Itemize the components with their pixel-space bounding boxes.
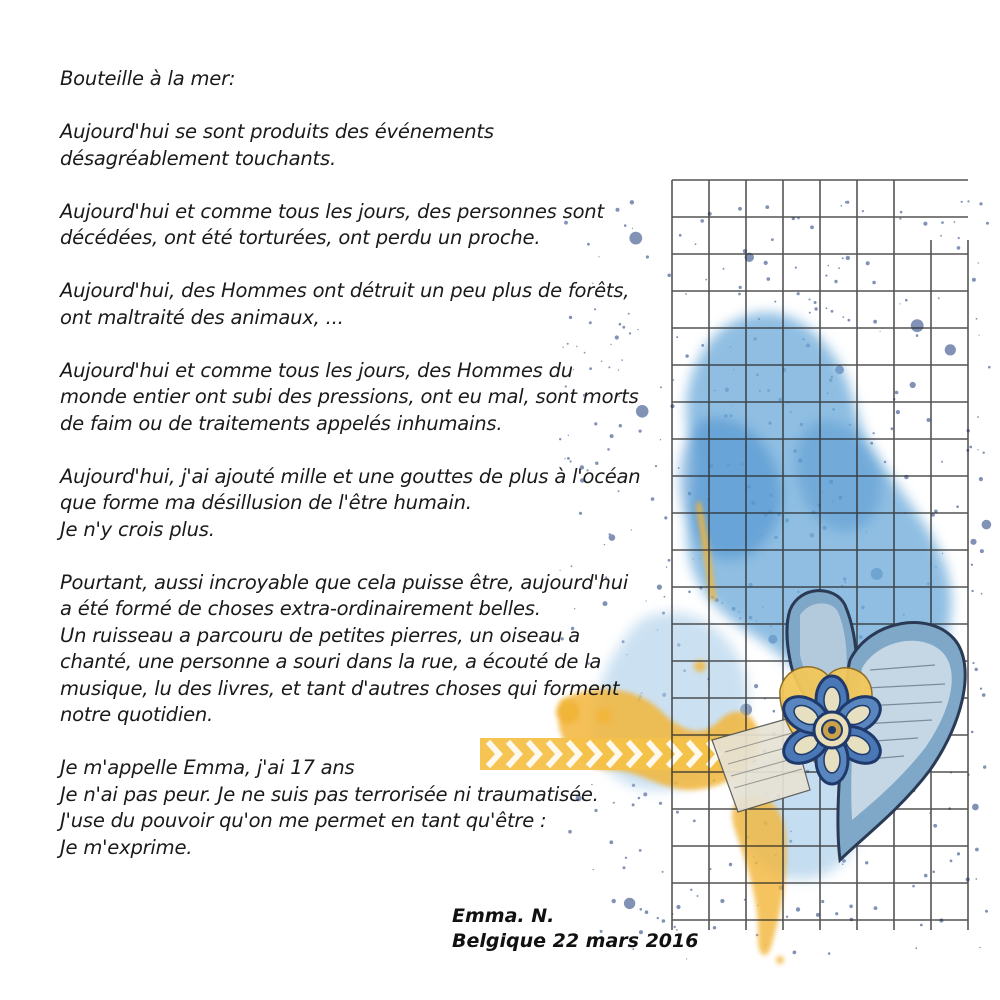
letter-line: Aujourd'hui et comme tous les jours, des personnes sont [60, 199, 604, 223]
letter-line: Aujourd'hui, j'ai ajouté mille et une gouttes de plus à l'océan [60, 464, 641, 488]
letter-line: Je n'y crois plus. [60, 517, 215, 541]
signature-name: Emma. N. [452, 905, 555, 927]
letter-line: Je n'ai pas peur. Je ne suis pas terrorisée ni traumatisée. [60, 782, 599, 806]
letter-line: Aujourd'hui et comme tous les jours, des Hommes du [60, 358, 573, 382]
letter-line: que forme ma désillusion de l'être humain. [60, 491, 472, 514]
letter-line: Aujourd'hui, des Hommes ont détruit un peu plus de forêts, [60, 279, 630, 302]
letter-paragraph [60, 570, 700, 729]
letter-line: Je m'appelle Emma, j'ai 17 ans [60, 756, 355, 779]
letter-line: musique, lu des livres, et tant d'autres choses qui forment [60, 676, 620, 700]
letter-line: ont maltraité des animaux, ... [60, 305, 344, 329]
letter-line: décédées, ont été torturées, ont perdu un proche. [60, 226, 541, 249]
signature-block [452, 904, 698, 954]
letter-line: Aujourd'hui se sont produits des événements [60, 120, 494, 143]
letter-body [60, 66, 700, 888]
letter-paragraph [60, 119, 700, 172]
letter-paragraph [60, 755, 700, 861]
letter-line: notre quotidien. [60, 703, 214, 726]
letter-line: J'use du pouvoir qu'on me permet en tant qu'être : [60, 809, 547, 832]
letter-paragraph [60, 199, 700, 252]
letter-line: Pourtant, aussi incroyable que cela puisse être, aujourd'hui [60, 570, 629, 594]
letter-line: Je m'exprime. [60, 835, 193, 859]
letter-line: chanté, une personne a souri dans la rue, a écouté de la [60, 650, 602, 673]
letter-paragraph [60, 358, 700, 438]
letter-line: de faim ou de traitements appelés inhumains. [60, 411, 503, 435]
letter-line: monde entier ont subi des pressions, ont eu mal, sont morts [60, 385, 639, 408]
letter-line: a été formé de choses extra-ordinairement belles. [60, 597, 541, 620]
letter-paragraph [60, 278, 700, 331]
letter-title: Bouteille à la mer: [60, 67, 236, 90]
letter-paragraph [60, 464, 700, 544]
signature-place-date: Belgique 22 mars 2016 [452, 930, 699, 952]
letter-line: désagréablement touchants. [60, 146, 336, 170]
letter-line: Un ruisseau a parcouru de petites pierres, un oiseau a [60, 623, 580, 647]
